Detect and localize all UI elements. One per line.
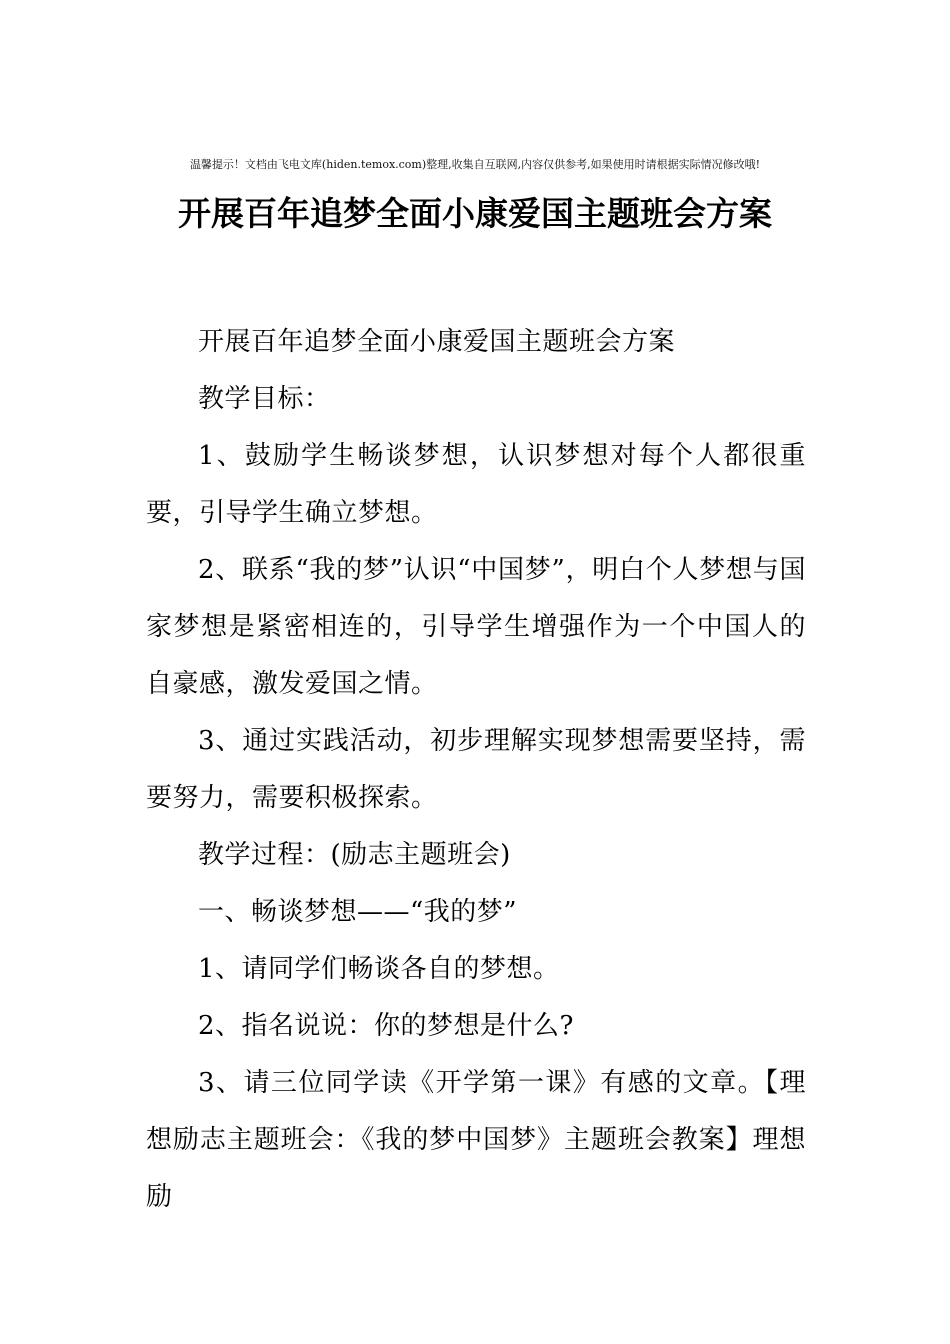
paragraph-objective-1: 1、鼓励学生畅谈梦想，认识梦想对每个人都很重要，引导学生确立梦想。: [146, 441, 806, 528]
header-notice: 温馨提示！文档由飞电文库(hiden.temox.com)整理,收集自互联网,内容仅供参考,如果使用时请根据实际情况修改哦!: [189, 158, 761, 171]
paragraph-objectives-heading: 教学目标：: [198, 384, 331, 414]
paragraph-process-heading: 教学过程：(励志主题班会): [198, 840, 511, 870]
paragraph-step-1: 1、请同学们畅谈各自的梦想。: [198, 954, 560, 984]
document-title: 开展百年追梦全面小康爱国主题班会方案: [178, 194, 772, 233]
paragraph-section-1-heading: 一、畅谈梦想——“我的梦”: [198, 897, 518, 927]
paragraph-objective-3: 3、通过实践活动，初步理解实现梦想需要坚持，需要努力，需要积极探索。: [146, 726, 806, 813]
document-body: [146, 314, 806, 1226]
paragraph-objective-2: 2、联系“我的梦”认识“中国梦”，明白个人梦想与国家梦想是紧密相连的，引导学生增强作为一个中国人的自豪感，激发爱国之情。: [146, 555, 806, 699]
paragraph-step-3: 3、请三位同学读《开学第一课》有感的文章。【理想励志主题班会：《我的梦中国梦》主题班会教案】理想励: [146, 1068, 806, 1212]
paragraph-step-2: 2、指名说说：你的梦想是什么?: [198, 1011, 574, 1041]
paragraph-subtitle: 开展百年追梦全面小康爱国主题班会方案: [198, 327, 676, 357]
